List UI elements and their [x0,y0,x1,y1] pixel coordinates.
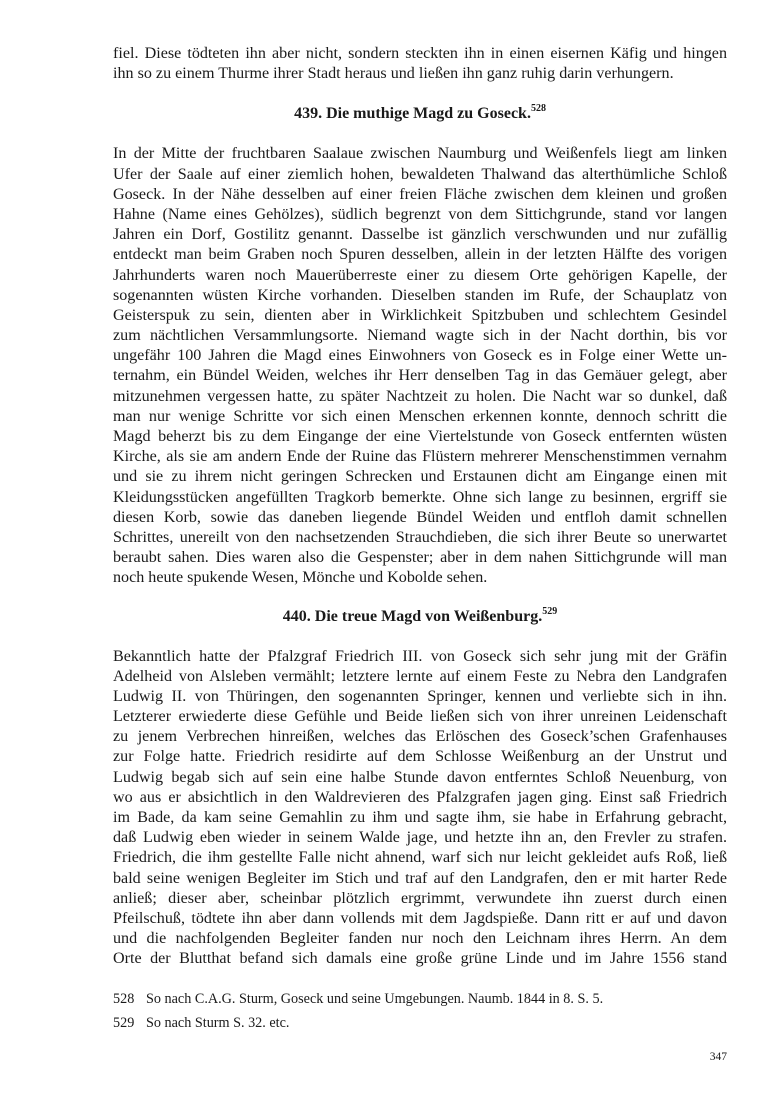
page-number: 347 [709,1051,727,1063]
text-line: diesen Korb, sowie das daneben liegende Bündel Weiden und entfloh damit schnellen [113,508,727,526]
text-line: Pfeilschuß, tödtete ihn aber dann vollends mit dem Jagdspieße. Dann ritt er auf und davon [113,909,727,927]
text-line: Goseck. In der Nähe desselben auf einer freien Fläche zwischen dem kleinen und großen [113,185,727,203]
page-body [113,44,727,970]
text-line: zu jenem Verbrechen hinreißen, welches das Erlöschen des Goseck’schen Grafenhauses [113,728,727,746]
text-line: Geisterspuk zu sein, dienten aber in Wirklichkeit Spitzbuben und schlechtem Gesindel [113,306,727,324]
text-line: zum nächtlichen Versammlungsorte. Niemand wagte sich in der Nacht dorthin, bis vor [113,327,727,345]
section-title: 440. Die treue Magd von Weißenburg. [282,607,543,625]
text-line: Letzterer erwiederte diese Gefühle und Beide ließen sich von ihrer unreinen Leidenschaft [113,708,727,726]
text-line: und sie zu ihrem nicht geringen Schrecken und Erstaunen dicht am Eingange einen mit [113,468,727,486]
text-line: Schrittes, unereilt von den nachsetzenden Strauchdieben, die sich ihrer Beute so unerwartet [113,528,727,546]
text-line: anließ; dieser aber, scheinbar plötzlich ergrimmt, verwundete ihn zuerst durch einen [113,889,727,907]
text-line: Magd beherzt bis zu dem Eingange der eine Viertelstunde von Goseck entfernten wüsten [113,428,727,445]
text-line: und die nachfolgenden Begleiter fanden nur noch den Leichnam ihres Herrn. An dem [113,930,727,948]
footnotes [113,988,727,1036]
section-440-paragraph [113,647,727,970]
section-title: 439. Die muthige Magd zu Goseck. [294,105,531,123]
footnote [113,988,727,1012]
text-line: Friedrich, die ihm gestellte Falle nicht ahnend, warf sich nur leicht gekleidet aufs Roß, ließ [113,849,727,867]
text-line: In der Mitte der fruchtbaren Saalaue zwischen Naumburg und Weißenfels liegt am linken [113,145,727,163]
section-heading-440 [113,607,727,627]
footnote-number: 528 [113,991,135,1007]
text-line: man nur wenige Schritte vor sich einen Menschen erkennen konnte, dennoch schritt die [113,407,727,425]
footnote-text: So nach Sturm S. 32. etc. [146,1015,290,1031]
text-line: beraubt sahen. Dies waren also die Gespenster; aber in dem nahen Sittichgrunde will man [113,549,727,567]
section-heading-439 [113,104,727,124]
text-line: Kleidungsstücken angefüllten Tragkorb bemerkte. Ohne sich lange zu besinnen, ergriff sie [113,488,727,506]
text-line: zur Folge hatte. Friedrich residirte auf dem Schlosse Weißenburg an der Unstrut und [113,748,727,766]
text-line: Kirche, als sie am andern Ende der Ruine das Flüstern mehrerer Menschenstimmen vernahm [113,448,727,466]
text-line: Adelheid von Alsleben vermählt; letztere lernte auf einem Feste zu Nebra den Landgrafen [113,667,727,685]
text-line: Jahren ein Dorf, Gostilitz genannt. Dasselbe ist gänzlich verschwunden und nur zufällig [113,226,727,244]
text-line: entdeckt man beim Graben noch Spuren desselben, allein in der letzten Hälfte des vorigen [113,246,727,264]
text-line: Ludwig begab sich auf sein eine halbe Stunde davon entferntes Schloß Neuenburg, von [113,768,727,786]
footnote-reference[interactable]: 528 [530,103,546,115]
text-line: wo aus er absichtlich in den Waldrevieren des Pfalzgrafen jagen ging. Einst saß Friedrich [113,788,727,806]
text-line: ungefähr 100 Jahren die Magd eines Einwohners von Goseck es in Folge einer Wette un- [113,347,727,365]
text-line: ternahm, ein Bündel Weiden, welches ihr Herr denselben Tag in das Gemäuer gelegt, aber [113,367,727,385]
text-line: Bekanntlich hatte der Pfalzgraf Friedrich III. von Goseck sich sehr jung mit der Gräfin [113,647,727,665]
text-line: Jahrhunderts waren noch Mauerüberreste einer zu diesem Orte gehörigen Kapelle, der [113,266,727,284]
text-line: daß Ludwig eben wieder in seinem Walde jage, und hetzte ihn an, den Frevler zu strafen. [113,829,727,847]
text-line: bald seine wenigen Begleiter im Stich und traf auf den Landgrafen, den er mit harter Rede [113,869,727,887]
footnote-number: 529 [113,1015,135,1031]
text-line: fiel. Diese tödteten ihn aber nicht, sondern steckten ihn in einen eisernen Käfig und hingen [113,45,727,62]
intro-paragraph [113,44,727,84]
text-line: noch heute spukende Wesen, Mönche und Kobolde sehen. [113,569,488,587]
text-line: im Bade, da kam seine Gemahlin zu ihm und sagte ihm, sie habe in Erfahrung gebracht, [113,809,727,826]
text-line: Ludwig II. von Thüringen, den sogenannten Springer, kennen und verliebte sich in ihn. [113,687,727,705]
footnote-reference[interactable]: 529 [542,605,558,617]
text-line: mitzunehmen vergessen hatte, zu später Nachtzeit zu holen. Die Nacht war so dunkel, daß [113,387,727,405]
section-439-paragraph [113,144,727,588]
text-line: sogenannten wüsten Kirche vorhanden. Dieselben standen im Rufe, der Schauplatz von [113,286,727,304]
footnote [113,1012,727,1036]
footnote-text: So nach C.A.G. Sturm, Goseck und seine Umgebungen. Naumb. 1844 in 8. S. 5. [146,991,604,1007]
text-line: Hahne (Name eines Gehölzes), südlich begrenzt von dem Sittichgrunde, stand vor langen [113,205,727,223]
text-line: ihn so zu einem Thurme ihrer Stadt heraus und ließen ihn ganz ruhig darin verhungern. [113,65,674,83]
text-line: Orte der Blutthat befand sich damals eine große grüne Linde und im Jahre 1556 stand [113,950,727,968]
text-line: Ufer der Saale auf einer ziemlich hohen, bewaldeten Thalwand das alterthümliche Schloß [113,165,727,183]
